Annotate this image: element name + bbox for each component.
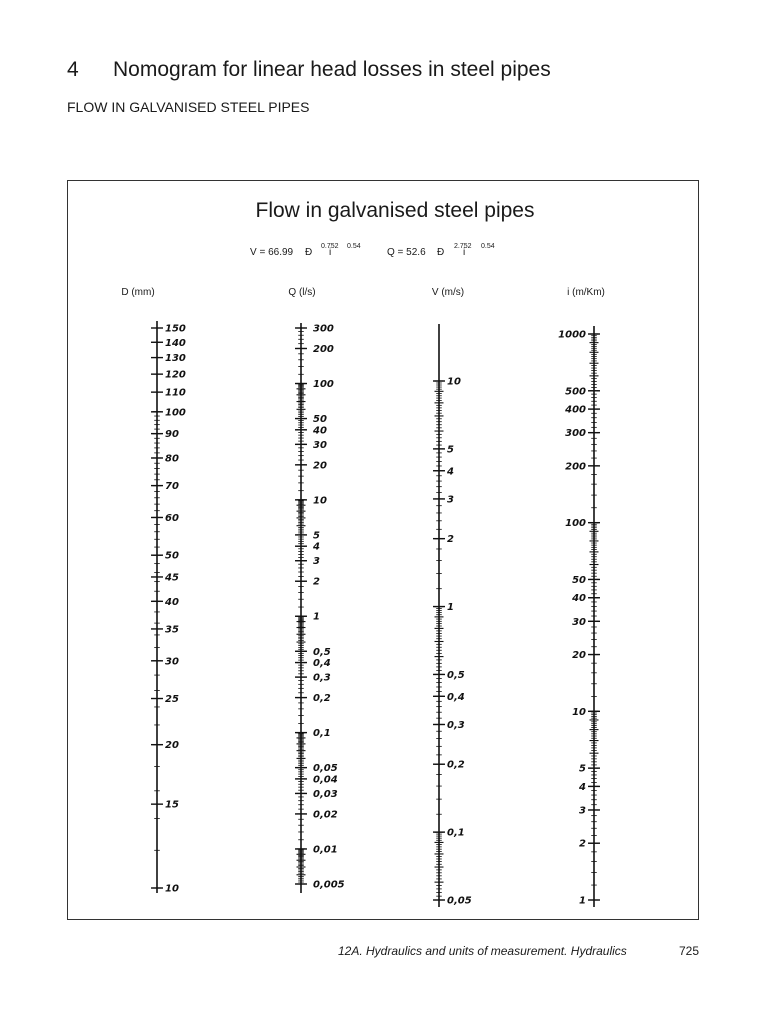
tick-label: 80 [165,453,179,465]
nomogram-svg [68,181,698,919]
formula-v-symbol1: Ð [305,247,313,258]
tick-label: 3 [313,556,320,568]
tick-label: 4 [447,466,454,478]
tick-label: 100 [165,407,186,419]
scale-header: i (m/Km) [567,287,605,298]
tick-label: 400 [565,404,586,416]
tick-label: 30 [572,616,586,628]
tick-label: 60 [165,512,179,524]
tick-label: 50 [313,414,327,426]
tick-label: 35 [165,624,179,636]
tick-label: 110 [165,387,186,399]
tick-label: 140 [165,337,186,349]
tick-label: 2 [313,576,320,588]
tick-label: 0,03 [313,788,338,800]
formula-flow [387,243,495,258]
tick-label: 0,05 [313,763,338,775]
formula-v-exp1: 0.752 [321,243,339,250]
tick-label: 200 [565,461,586,473]
tick-label: 0,2 [313,693,331,705]
formula-v-symbol2: i [329,247,332,258]
tick-label: 200 [313,343,334,355]
formula-q-lhs: Q = 52.6 [387,247,426,258]
tick-label: 10 [165,883,179,895]
formula-v-lhs: V = 66.99 [250,247,294,258]
section-number: 4 [67,58,79,81]
tick-label: 40 [165,596,179,608]
tick-label: 20 [313,460,327,472]
tick-label: 0,4 [313,658,331,670]
tick-label: 1000 [558,329,586,341]
footer-chapter: 12A. Hydraulics and units of measurement. Hydraulics [338,944,627,958]
tick-label: 300 [565,428,586,440]
tick-label: 5 [313,530,320,542]
scale-header: V (m/s) [431,287,465,298]
tick-label: 30 [165,656,179,668]
nomogram-scales [121,287,605,907]
tick-label: 0,01 [313,844,338,856]
scale-0 [121,287,186,895]
section-subtitle: FLOW IN GALVANISED STEEL PIPES [67,99,310,115]
formula-q-exp1: 2.752 [454,243,472,250]
tick-label: 70 [165,481,179,493]
tick-label: 15 [165,799,179,811]
formula-q-symbol2: i [463,247,466,258]
tick-label: 1 [313,611,320,623]
tick-label: 0,3 [447,719,465,731]
nomogram-figure [67,180,699,920]
tick-label: 10 [572,706,586,718]
tick-label: 150 [165,323,186,335]
tick-label: 100 [565,518,586,530]
tick-label: 10 [447,376,461,388]
tick-label: 0,1 [447,827,465,839]
tick-label: 20 [165,740,179,752]
tick-label: 0,2 [447,759,465,771]
tick-label: 4 [579,781,586,793]
tick-label: 500 [565,386,586,398]
tick-label: 100 [313,379,334,391]
tick-label: 40 [313,425,327,437]
tick-label: 40 [572,593,586,605]
tick-label: 120 [165,369,186,381]
formula-velocity [250,243,361,258]
tick-label: 0,4 [447,691,465,703]
tick-label: 3 [447,494,454,506]
section-title: Nomogram for linear head losses in steel pipes [113,58,551,81]
tick-label: 30 [313,439,327,451]
tick-label: 0,05 [447,895,472,907]
scale-1 [288,287,344,893]
tick-label: 0,5 [313,646,331,658]
tick-label: 25 [165,694,179,706]
tick-label: 90 [165,429,179,441]
tick-label: 1 [579,895,586,907]
footer-page-number: 725 [679,944,700,958]
formula-v-exp2: 0.54 [347,243,361,250]
tick-label: 300 [313,323,334,335]
tick-label: 2 [447,534,454,546]
scale-3 [558,287,605,907]
tick-label: 0,005 [313,879,345,891]
tick-label: 20 [572,650,586,662]
tick-label: 3 [579,805,586,817]
figure-title: Flow in galvanised steel pipes [255,199,535,222]
scale-header: Q (l/s) [288,287,316,298]
tick-label: 0,02 [313,809,338,821]
formula-q-symbol1: Ð [437,247,445,258]
tick-label: 4 [313,541,320,553]
formula-q-exp2: 0.54 [481,243,495,250]
tick-label: 0,1 [313,728,331,740]
tick-label: 1 [447,602,454,614]
tick-label: 45 [165,572,179,584]
tick-label: 0,04 [313,774,338,786]
tick-label: 0,3 [313,672,331,684]
tick-label: 0,5 [447,669,465,681]
tick-label: 5 [579,763,586,775]
tick-label: 2 [579,838,586,850]
tick-label: 50 [572,574,586,586]
tick-label: 5 [447,444,454,456]
tick-label: 10 [313,495,327,507]
scale-2 [432,287,472,907]
tick-label: 130 [165,353,186,365]
scale-header: D (mm) [121,287,155,298]
tick-label: 50 [165,550,179,562]
